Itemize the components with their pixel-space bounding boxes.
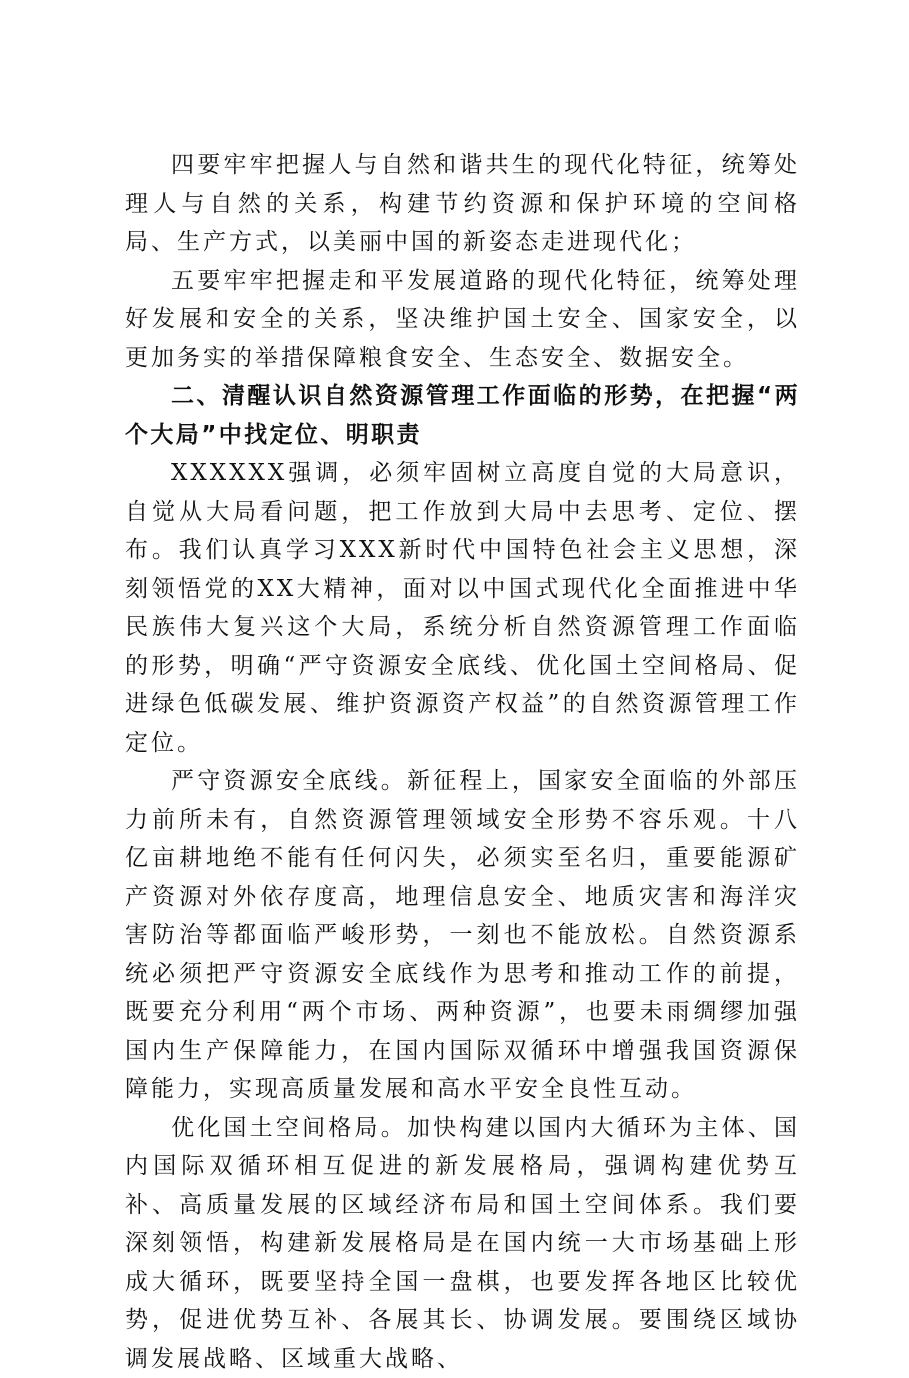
paragraph-resource-security: 严守资源安全底线。新征程上，国家安全面临的外部压力前所未有，自然资源管理领域安全形势不容乐观。十八亿亩耕地绝不能有任何闪失，必须实至名归，重要能源矿产资源对外依存度高，地理信息安全、地质灾害和海洋灾害防治等都面临严峻形势，一刻也不能放松。自然资源系统必须把严守资源安全底线作为思考和推动工作的前提，既要充分利用“两个市场、两种资源”，也要未雨绸缪加强国内生产保障能力，在国内国际双循环中增强我国资源保障能力，实现高质量发展和高水平安全良性互动。 bbox=[125, 762, 800, 1109]
document-body bbox=[125, 146, 800, 1378]
paragraph-overall-situation: XXXXXX强调，必须牢固树立高度自觉的大局意识，自觉从大局看问题，把工作放到大局中去思考、定位、摆布。我们认真学习XXX新时代中国特色社会主义思想，深刻领悟党的XX大精神，面对以中国式现代化全面推进中华民族伟大复兴这个大局，系统分析自然资源管理工作面临的形势，明确“严守资源安全底线、优化国土空间格局、促进绿色低碳发展、维护资源资产权益”的自然资源管理工作定位。 bbox=[125, 454, 800, 762]
paragraph-four-requirements: 四要牢牢把握人与自然和谐共生的现代化特征，统筹处理人与自然的关系，构建节约资源和保护环境的空间格局、生产方式，以美丽中国的新姿态走进现代化； bbox=[125, 146, 800, 262]
paragraph-territorial-space: 优化国土空间格局。加快构建以国内大循环为主体、国内国际双循环相互促进的新发展格局，强调构建优势互补、高质量发展的区域经济布局和国土空间体系。我们要深刻领悟，构建新发展格局是在国内统一大市场基础上形成大循环，既要坚持全国一盘棋，也要发挥各地区比较优势，促进优势互补、各展其长、协调发展。要围绕区域协调发展战略、区域重大战略、 bbox=[125, 1109, 800, 1378]
section-heading-two: 二、清醒认识自然资源管理工作面临的形势，在把握“两个大局”中找定位、明职责 bbox=[125, 377, 800, 454]
paragraph-five-requirements: 五要牢牢把握走和平发展道路的现代化特征，统筹处理好发展和安全的关系，坚决维护国土安全、国家安全，以更加务实的举措保障粮食安全、生态安全、数据安全。 bbox=[125, 262, 800, 378]
